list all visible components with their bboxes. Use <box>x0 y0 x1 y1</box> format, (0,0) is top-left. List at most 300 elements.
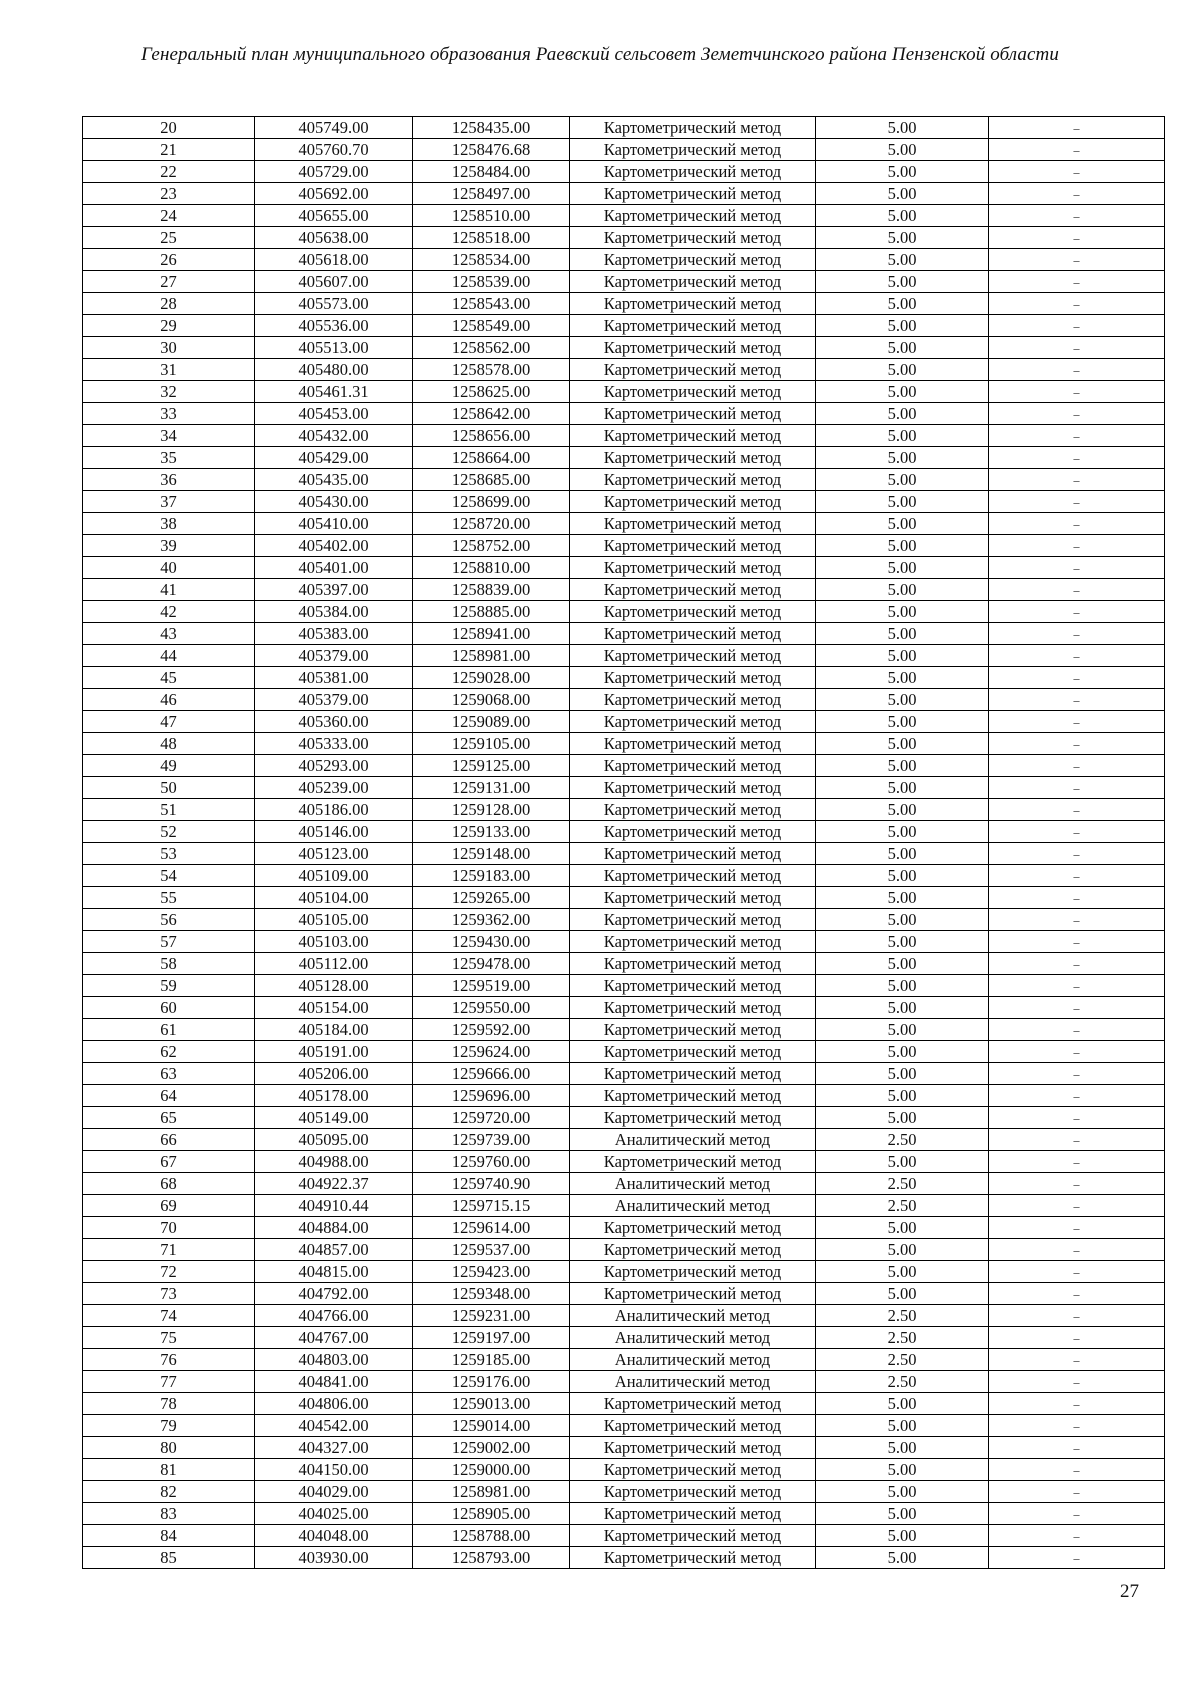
point-number-cell: 84 <box>83 1525 255 1547</box>
note-cell: – <box>989 1019 1165 1041</box>
x-coordinate-cell: 405410.00 <box>255 513 413 535</box>
method-cell: Картометрический метод <box>570 1239 816 1261</box>
note-cell: – <box>989 1063 1165 1085</box>
method-cell: Картометрический метод <box>570 689 816 711</box>
accuracy-cell: 5.00 <box>816 227 989 249</box>
y-coordinate-cell: 1259105.00 <box>413 733 570 755</box>
note-cell: – <box>989 667 1165 689</box>
table-row <box>83 161 1165 183</box>
accuracy-cell: 5.00 <box>816 469 989 491</box>
accuracy-cell: 5.00 <box>816 425 989 447</box>
point-number-cell: 43 <box>83 623 255 645</box>
point-number-cell: 75 <box>83 1327 255 1349</box>
method-cell: Картометрический метод <box>570 1283 816 1305</box>
y-coordinate-cell: 1259614.00 <box>413 1217 570 1239</box>
table-row <box>83 931 1165 953</box>
x-coordinate-cell: 405760.70 <box>255 139 413 161</box>
note-cell: – <box>989 513 1165 535</box>
accuracy-cell: 5.00 <box>816 1481 989 1503</box>
x-coordinate-cell: 403930.00 <box>255 1547 413 1569</box>
note-cell: – <box>989 1503 1165 1525</box>
x-coordinate-cell: 404806.00 <box>255 1393 413 1415</box>
note-cell: – <box>989 777 1165 799</box>
y-coordinate-cell: 1259519.00 <box>413 975 570 997</box>
note-cell: – <box>989 227 1165 249</box>
point-number-cell: 55 <box>83 887 255 909</box>
method-cell: Картометрический метод <box>570 1107 816 1129</box>
point-number-cell: 41 <box>83 579 255 601</box>
point-number-cell: 85 <box>83 1547 255 1569</box>
x-coordinate-cell: 405123.00 <box>255 843 413 865</box>
x-coordinate-cell: 405402.00 <box>255 535 413 557</box>
table-row <box>83 1547 1165 1569</box>
point-number-cell: 54 <box>83 865 255 887</box>
y-coordinate-cell: 1259002.00 <box>413 1437 570 1459</box>
table-row <box>83 1349 1165 1371</box>
x-coordinate-cell: 405103.00 <box>255 931 413 953</box>
x-coordinate-cell: 404841.00 <box>255 1371 413 1393</box>
y-coordinate-cell: 1258810.00 <box>413 557 570 579</box>
accuracy-cell: 5.00 <box>816 931 989 953</box>
note-cell: – <box>989 843 1165 865</box>
accuracy-cell: 2.50 <box>816 1195 989 1217</box>
point-number-cell: 53 <box>83 843 255 865</box>
accuracy-cell: 5.00 <box>816 843 989 865</box>
note-cell: – <box>989 1437 1165 1459</box>
accuracy-cell: 5.00 <box>816 535 989 557</box>
x-coordinate-cell: 405206.00 <box>255 1063 413 1085</box>
table-row <box>83 1085 1165 1107</box>
x-coordinate-cell: 405360.00 <box>255 711 413 733</box>
x-coordinate-cell: 404542.00 <box>255 1415 413 1437</box>
method-cell: Картометрический метод <box>570 337 816 359</box>
method-cell: Аналитический метод <box>570 1173 816 1195</box>
note-cell: – <box>989 447 1165 469</box>
table-row <box>83 425 1165 447</box>
method-cell: Картометрический метод <box>570 1547 816 1569</box>
table-row <box>83 667 1165 689</box>
point-number-cell: 30 <box>83 337 255 359</box>
point-number-cell: 40 <box>83 557 255 579</box>
y-coordinate-cell: 1259176.00 <box>413 1371 570 1393</box>
method-cell: Картометрический метод <box>570 227 816 249</box>
accuracy-cell: 5.00 <box>816 1283 989 1305</box>
table-row <box>83 337 1165 359</box>
x-coordinate-cell: 404025.00 <box>255 1503 413 1525</box>
note-cell: – <box>989 909 1165 931</box>
table-row <box>83 1261 1165 1283</box>
note-cell: – <box>989 1041 1165 1063</box>
y-coordinate-cell: 1259231.00 <box>413 1305 570 1327</box>
note-cell: – <box>989 1393 1165 1415</box>
x-coordinate-cell: 405638.00 <box>255 227 413 249</box>
y-coordinate-cell: 1258885.00 <box>413 601 570 623</box>
table-row <box>83 293 1165 315</box>
x-coordinate-cell: 404029.00 <box>255 1481 413 1503</box>
table-row <box>83 447 1165 469</box>
accuracy-cell: 5.00 <box>816 953 989 975</box>
table-row <box>83 1217 1165 1239</box>
accuracy-cell: 2.50 <box>816 1305 989 1327</box>
accuracy-cell: 5.00 <box>816 513 989 535</box>
y-coordinate-cell: 1259014.00 <box>413 1415 570 1437</box>
x-coordinate-cell: 405383.00 <box>255 623 413 645</box>
accuracy-cell: 5.00 <box>816 821 989 843</box>
accuracy-cell: 5.00 <box>816 293 989 315</box>
x-coordinate-cell: 405186.00 <box>255 799 413 821</box>
method-cell: Картометрический метод <box>570 623 816 645</box>
method-cell: Картометрический метод <box>570 513 816 535</box>
table-row <box>83 271 1165 293</box>
accuracy-cell: 5.00 <box>816 381 989 403</box>
point-number-cell: 63 <box>83 1063 255 1085</box>
x-coordinate-cell: 405178.00 <box>255 1085 413 1107</box>
point-number-cell: 52 <box>83 821 255 843</box>
note-cell: – <box>989 1107 1165 1129</box>
accuracy-cell: 5.00 <box>816 1151 989 1173</box>
method-cell: Картометрический метод <box>570 931 816 953</box>
point-number-cell: 79 <box>83 1415 255 1437</box>
accuracy-cell: 5.00 <box>816 689 989 711</box>
point-number-cell: 72 <box>83 1261 255 1283</box>
x-coordinate-cell: 404988.00 <box>255 1151 413 1173</box>
table-row <box>83 909 1165 931</box>
x-coordinate-cell: 404327.00 <box>255 1437 413 1459</box>
note-cell: – <box>989 1305 1165 1327</box>
table-row <box>83 557 1165 579</box>
x-coordinate-cell: 405401.00 <box>255 557 413 579</box>
note-cell: – <box>989 821 1165 843</box>
method-cell: Картометрический метод <box>570 1217 816 1239</box>
method-cell: Аналитический метод <box>570 1327 816 1349</box>
x-coordinate-cell: 405112.00 <box>255 953 413 975</box>
table-row <box>83 799 1165 821</box>
coordinates-table-body <box>83 117 1165 1569</box>
y-coordinate-cell: 1258435.00 <box>413 117 570 139</box>
y-coordinate-cell: 1259715.15 <box>413 1195 570 1217</box>
table-row <box>83 579 1165 601</box>
accuracy-cell: 5.00 <box>816 139 989 161</box>
x-coordinate-cell: 405146.00 <box>255 821 413 843</box>
y-coordinate-cell: 1259265.00 <box>413 887 570 909</box>
method-cell: Аналитический метод <box>570 1305 816 1327</box>
note-cell: – <box>989 117 1165 139</box>
accuracy-cell: 5.00 <box>816 997 989 1019</box>
x-coordinate-cell: 405692.00 <box>255 183 413 205</box>
y-coordinate-cell: 1259197.00 <box>413 1327 570 1349</box>
accuracy-cell: 5.00 <box>816 359 989 381</box>
method-cell: Картометрический метод <box>570 1481 816 1503</box>
accuracy-cell: 2.50 <box>816 1129 989 1151</box>
method-cell: Аналитический метод <box>570 1349 816 1371</box>
x-coordinate-cell: 405655.00 <box>255 205 413 227</box>
method-cell: Картометрический метод <box>570 161 816 183</box>
method-cell: Картометрический метод <box>570 1041 816 1063</box>
table-row <box>83 1459 1165 1481</box>
table-row <box>83 469 1165 491</box>
y-coordinate-cell: 1258578.00 <box>413 359 570 381</box>
y-coordinate-cell: 1258788.00 <box>413 1525 570 1547</box>
x-coordinate-cell: 404803.00 <box>255 1349 413 1371</box>
method-cell: Картометрический метод <box>570 777 816 799</box>
note-cell: – <box>989 469 1165 491</box>
point-number-cell: 78 <box>83 1393 255 1415</box>
point-number-cell: 51 <box>83 799 255 821</box>
method-cell: Картометрический метод <box>570 535 816 557</box>
note-cell: – <box>989 1415 1165 1437</box>
method-cell: Картометрический метод <box>570 315 816 337</box>
table-row <box>83 1283 1165 1305</box>
x-coordinate-cell: 405154.00 <box>255 997 413 1019</box>
accuracy-cell: 5.00 <box>816 271 989 293</box>
y-coordinate-cell: 1258905.00 <box>413 1503 570 1525</box>
accuracy-cell: 5.00 <box>816 1261 989 1283</box>
method-cell: Картометрический метод <box>570 117 816 139</box>
method-cell: Картометрический метод <box>570 1459 816 1481</box>
point-number-cell: 73 <box>83 1283 255 1305</box>
x-coordinate-cell: 404048.00 <box>255 1525 413 1547</box>
y-coordinate-cell: 1258839.00 <box>413 579 570 601</box>
note-cell: – <box>989 491 1165 513</box>
y-coordinate-cell: 1258981.00 <box>413 645 570 667</box>
y-coordinate-cell: 1259592.00 <box>413 1019 570 1041</box>
point-number-cell: 67 <box>83 1151 255 1173</box>
accuracy-cell: 5.00 <box>816 645 989 667</box>
note-cell: – <box>989 887 1165 909</box>
accuracy-cell: 5.00 <box>816 777 989 799</box>
note-cell: – <box>989 579 1165 601</box>
table-row <box>83 1173 1165 1195</box>
note-cell: – <box>989 799 1165 821</box>
method-cell: Картометрический метод <box>570 953 816 975</box>
table-row <box>83 491 1165 513</box>
method-cell: Картометрический метод <box>570 557 816 579</box>
note-cell: – <box>989 1239 1165 1261</box>
method-cell: Картометрический метод <box>570 1151 816 1173</box>
accuracy-cell: 5.00 <box>816 909 989 931</box>
accuracy-cell: 5.00 <box>816 579 989 601</box>
accuracy-cell: 5.00 <box>816 1019 989 1041</box>
x-coordinate-cell: 405729.00 <box>255 161 413 183</box>
accuracy-cell: 2.50 <box>816 1173 989 1195</box>
method-cell: Картометрический метод <box>570 1019 816 1041</box>
table-row <box>83 227 1165 249</box>
table-row <box>83 1305 1165 1327</box>
accuracy-cell: 2.50 <box>816 1349 989 1371</box>
method-cell: Картометрический метод <box>570 821 816 843</box>
y-coordinate-cell: 1258562.00 <box>413 337 570 359</box>
method-cell: Картометрический метод <box>570 1085 816 1107</box>
accuracy-cell: 5.00 <box>816 1393 989 1415</box>
x-coordinate-cell: 405128.00 <box>255 975 413 997</box>
x-coordinate-cell: 405430.00 <box>255 491 413 513</box>
accuracy-cell: 5.00 <box>816 337 989 359</box>
table-row <box>83 1019 1165 1041</box>
y-coordinate-cell: 1259013.00 <box>413 1393 570 1415</box>
x-coordinate-cell: 405536.00 <box>255 315 413 337</box>
note-cell: – <box>989 645 1165 667</box>
method-cell: Картометрический метод <box>570 1525 816 1547</box>
page-header: Генеральный план муниципального образования Раевский сельсовет Земетчинского района Пензенской области <box>141 44 1059 65</box>
y-coordinate-cell: 1259696.00 <box>413 1085 570 1107</box>
point-number-cell: 65 <box>83 1107 255 1129</box>
y-coordinate-cell: 1258793.00 <box>413 1547 570 1569</box>
point-number-cell: 81 <box>83 1459 255 1481</box>
point-number-cell: 50 <box>83 777 255 799</box>
accuracy-cell: 5.00 <box>816 183 989 205</box>
accuracy-cell: 5.00 <box>816 1503 989 1525</box>
note-cell: – <box>989 733 1165 755</box>
y-coordinate-cell: 1259624.00 <box>413 1041 570 1063</box>
table-row <box>83 843 1165 865</box>
note-cell: – <box>989 381 1165 403</box>
method-cell: Картометрический метод <box>570 447 816 469</box>
method-cell: Аналитический метод <box>570 1129 816 1151</box>
x-coordinate-cell: 404884.00 <box>255 1217 413 1239</box>
point-number-cell: 61 <box>83 1019 255 1041</box>
y-coordinate-cell: 1258981.00 <box>413 1481 570 1503</box>
y-coordinate-cell: 1258699.00 <box>413 491 570 513</box>
x-coordinate-cell: 404150.00 <box>255 1459 413 1481</box>
y-coordinate-cell: 1259423.00 <box>413 1261 570 1283</box>
table-row <box>83 1393 1165 1415</box>
x-coordinate-cell: 405480.00 <box>255 359 413 381</box>
point-number-cell: 39 <box>83 535 255 557</box>
note-cell: – <box>989 1547 1165 1569</box>
y-coordinate-cell: 1259739.00 <box>413 1129 570 1151</box>
x-coordinate-cell: 404766.00 <box>255 1305 413 1327</box>
accuracy-cell: 5.00 <box>816 447 989 469</box>
table-row <box>83 777 1165 799</box>
x-coordinate-cell: 405381.00 <box>255 667 413 689</box>
table-row <box>83 249 1165 271</box>
y-coordinate-cell: 1258625.00 <box>413 381 570 403</box>
point-number-cell: 22 <box>83 161 255 183</box>
method-cell: Картометрический метод <box>570 1261 816 1283</box>
table-row <box>83 1437 1165 1459</box>
accuracy-cell: 5.00 <box>816 733 989 755</box>
note-cell: – <box>989 1459 1165 1481</box>
note-cell: – <box>989 1525 1165 1547</box>
accuracy-cell: 5.00 <box>816 557 989 579</box>
point-number-cell: 31 <box>83 359 255 381</box>
point-number-cell: 60 <box>83 997 255 1019</box>
point-number-cell: 46 <box>83 689 255 711</box>
y-coordinate-cell: 1258642.00 <box>413 403 570 425</box>
x-coordinate-cell: 404767.00 <box>255 1327 413 1349</box>
y-coordinate-cell: 1259185.00 <box>413 1349 570 1371</box>
point-number-cell: 44 <box>83 645 255 667</box>
coordinates-table <box>82 116 1165 1569</box>
x-coordinate-cell: 404922.37 <box>255 1173 413 1195</box>
method-cell: Картометрический метод <box>570 667 816 689</box>
y-coordinate-cell: 1258484.00 <box>413 161 570 183</box>
table-row <box>83 689 1165 711</box>
table-row <box>83 1481 1165 1503</box>
x-coordinate-cell: 405453.00 <box>255 403 413 425</box>
method-cell: Картометрический метод <box>570 909 816 931</box>
accuracy-cell: 5.00 <box>816 161 989 183</box>
accuracy-cell: 5.00 <box>816 1415 989 1437</box>
x-coordinate-cell: 405109.00 <box>255 865 413 887</box>
y-coordinate-cell: 1259720.00 <box>413 1107 570 1129</box>
y-coordinate-cell: 1258664.00 <box>413 447 570 469</box>
accuracy-cell: 5.00 <box>816 1525 989 1547</box>
y-coordinate-cell: 1259666.00 <box>413 1063 570 1085</box>
accuracy-cell: 5.00 <box>816 1041 989 1063</box>
point-number-cell: 77 <box>83 1371 255 1393</box>
point-number-cell: 82 <box>83 1481 255 1503</box>
note-cell: – <box>989 293 1165 315</box>
note-cell: – <box>989 1349 1165 1371</box>
y-coordinate-cell: 1258752.00 <box>413 535 570 557</box>
note-cell: – <box>989 1261 1165 1283</box>
y-coordinate-cell: 1259760.00 <box>413 1151 570 1173</box>
table-row <box>83 1195 1165 1217</box>
method-cell: Картометрический метод <box>570 887 816 909</box>
accuracy-cell: 5.00 <box>816 623 989 645</box>
note-cell: – <box>989 161 1165 183</box>
x-coordinate-cell: 405104.00 <box>255 887 413 909</box>
y-coordinate-cell: 1259183.00 <box>413 865 570 887</box>
page-number: 27 <box>1120 1581 1139 1602</box>
note-cell: – <box>989 1151 1165 1173</box>
point-number-cell: 64 <box>83 1085 255 1107</box>
table-row <box>83 865 1165 887</box>
note-cell: – <box>989 1283 1165 1305</box>
point-number-cell: 27 <box>83 271 255 293</box>
x-coordinate-cell: 405105.00 <box>255 909 413 931</box>
accuracy-cell: 5.00 <box>816 491 989 513</box>
note-cell: – <box>989 1327 1165 1349</box>
note-cell: – <box>989 403 1165 425</box>
note-cell: – <box>989 711 1165 733</box>
method-cell: Картометрический метод <box>570 865 816 887</box>
table-row <box>83 997 1165 1019</box>
note-cell: – <box>989 1129 1165 1151</box>
method-cell: Картометрический метод <box>570 139 816 161</box>
point-number-cell: 45 <box>83 667 255 689</box>
point-number-cell: 80 <box>83 1437 255 1459</box>
point-number-cell: 48 <box>83 733 255 755</box>
note-cell: – <box>989 997 1165 1019</box>
y-coordinate-cell: 1259550.00 <box>413 997 570 1019</box>
x-coordinate-cell: 404857.00 <box>255 1239 413 1261</box>
x-coordinate-cell: 405432.00 <box>255 425 413 447</box>
table-row <box>83 139 1165 161</box>
x-coordinate-cell: 405293.00 <box>255 755 413 777</box>
method-cell: Картометрический метод <box>570 997 816 1019</box>
point-number-cell: 57 <box>83 931 255 953</box>
method-cell: Картометрический метод <box>570 425 816 447</box>
table-row <box>83 821 1165 843</box>
accuracy-cell: 5.00 <box>816 403 989 425</box>
table-row <box>83 645 1165 667</box>
x-coordinate-cell: 404910.44 <box>255 1195 413 1217</box>
x-coordinate-cell: 405397.00 <box>255 579 413 601</box>
point-number-cell: 37 <box>83 491 255 513</box>
point-number-cell: 69 <box>83 1195 255 1217</box>
note-cell: – <box>989 315 1165 337</box>
table-row <box>83 117 1165 139</box>
y-coordinate-cell: 1259133.00 <box>413 821 570 843</box>
accuracy-cell: 5.00 <box>816 1107 989 1129</box>
method-cell: Картометрический метод <box>570 975 816 997</box>
y-coordinate-cell: 1259128.00 <box>413 799 570 821</box>
note-cell: – <box>989 205 1165 227</box>
x-coordinate-cell: 405333.00 <box>255 733 413 755</box>
accuracy-cell: 5.00 <box>816 1459 989 1481</box>
